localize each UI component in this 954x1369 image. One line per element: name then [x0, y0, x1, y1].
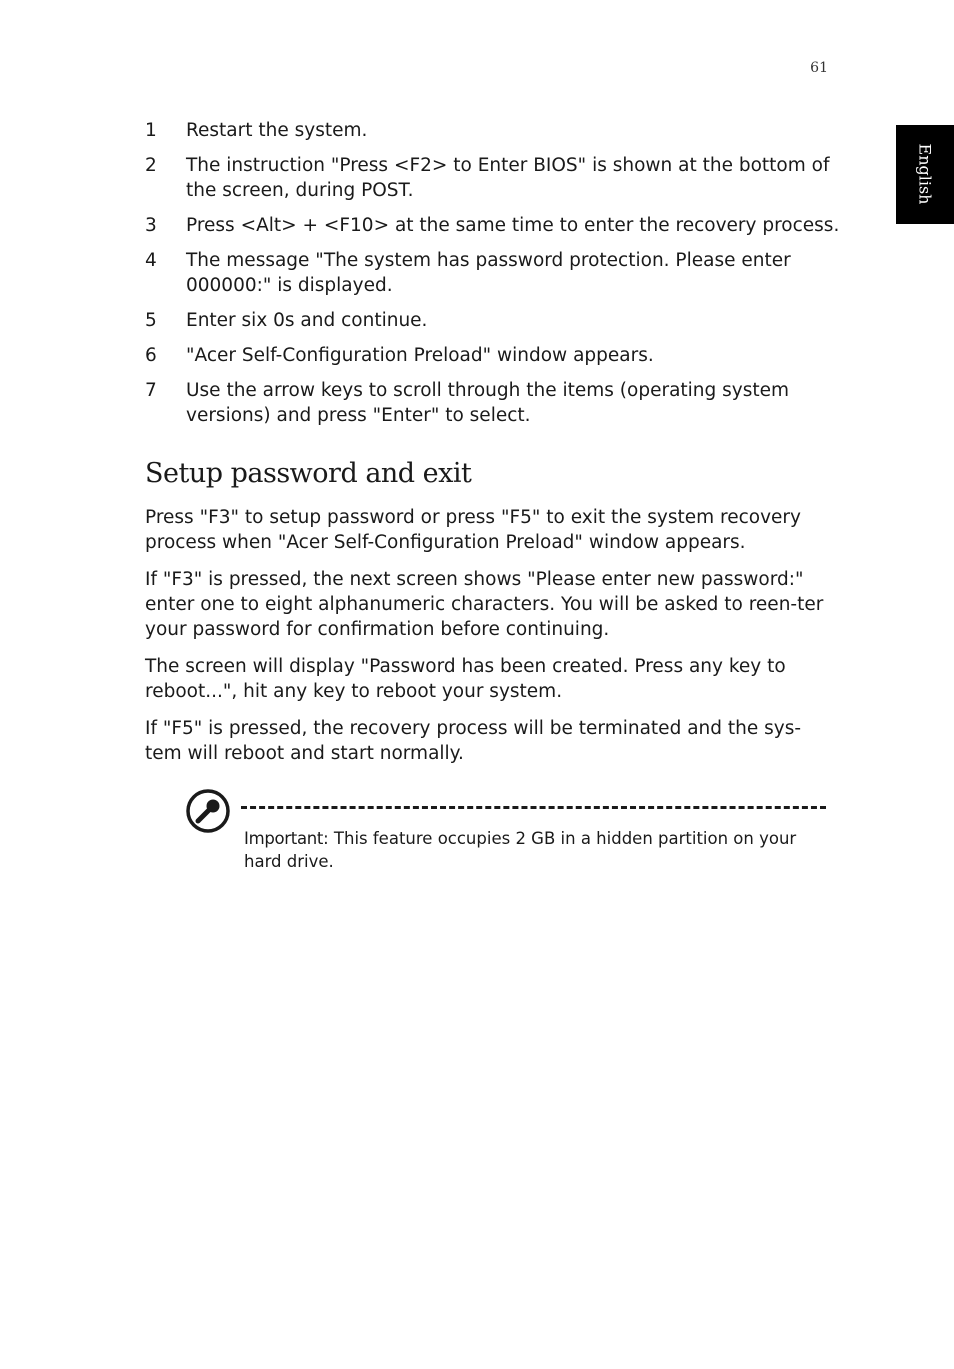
list-item — [145, 153, 845, 203]
list-item — [145, 213, 845, 238]
note-divider — [241, 806, 826, 809]
step-number: 6 — [145, 345, 157, 366]
section-body — [145, 505, 835, 778]
note-label: Important — [244, 829, 324, 848]
step-number: 4 — [145, 250, 157, 271]
paragraph: If "F5" is pressed, the recovery process will be terminated and the sys-tem will reboot and start normally. — [145, 718, 802, 764]
step-text: Press <Alt> + <F10> at the same time to enter the recovery process. — [186, 215, 840, 236]
step-number: 2 — [145, 155, 157, 176]
step-text: Enter six 0s and continue. — [186, 310, 428, 331]
paragraph: Press "F3" to setup password or press "F5" to exit the system recovery process when "Acer Self-Configuration Preload" window appears. — [145, 507, 801, 553]
language-tab — [896, 125, 954, 224]
step-text: Use the arrow keys to scroll through the items (operating system versions) and press "Enter" to select. — [186, 380, 790, 426]
page-number: 61 — [810, 60, 828, 76]
list-item — [145, 118, 845, 143]
step-number: 3 — [145, 215, 157, 236]
key-icon — [184, 787, 232, 835]
step-number: 7 — [145, 380, 157, 401]
step-text: Restart the system. — [186, 120, 368, 141]
list-item — [145, 248, 845, 298]
recovery-steps-list — [145, 118, 845, 438]
list-item — [145, 378, 845, 428]
list-item — [145, 308, 845, 333]
step-text: "Acer Self-Configuration Preload" window appears. — [186, 345, 654, 366]
language-tab-label: English — [915, 143, 935, 205]
note-text — [244, 827, 804, 873]
step-number: 5 — [145, 310, 157, 331]
list-item — [145, 343, 845, 368]
important-note — [184, 787, 834, 887]
step-text: The instruction "Press <F2> to Enter BIOS" is shown at the bottom of the screen, during POST. — [186, 155, 830, 201]
note-body: : This feature occupies 2 GB in a hidden partition on your hard drive. — [244, 829, 797, 871]
step-text: The message "The system has password protection. Please enter 000000:" is displayed. — [186, 250, 791, 296]
step-number: 1 — [145, 120, 157, 141]
paragraph: The screen will display "Password has been created. Press any key to reboot...", hit any key to reboot your system. — [145, 656, 786, 702]
section-title: Setup password and exit — [145, 458, 472, 489]
paragraph: If "F3" is pressed, the next screen shows "Please enter new password:" enter one to eight alphanumeric characters. You will be asked to reen-ter your password for confirmation before continuing. — [145, 569, 824, 640]
